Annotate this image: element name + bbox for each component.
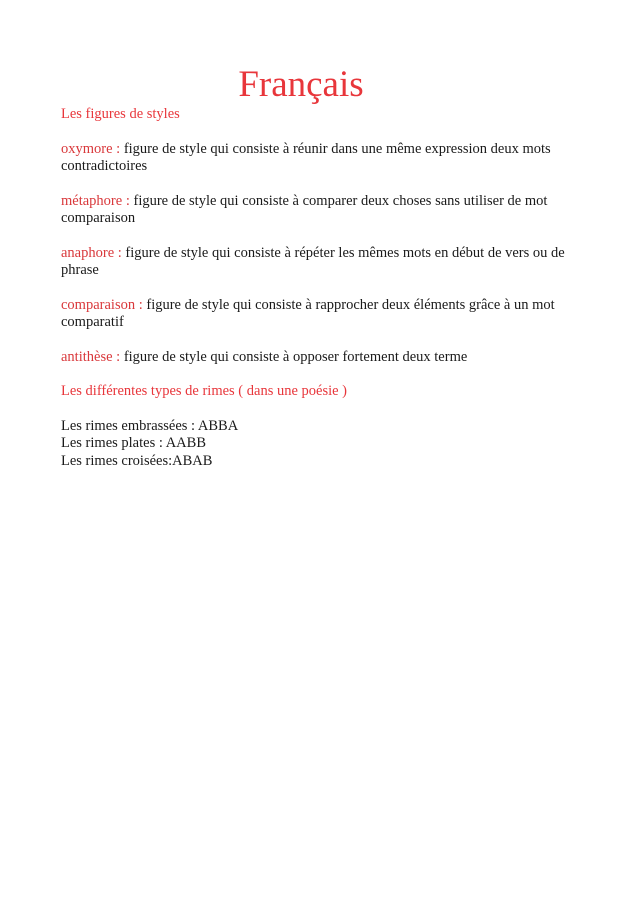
list-item: Les rimes croisées:ABAB bbox=[61, 452, 213, 469]
definition-metaphore bbox=[61, 193, 581, 228]
definition-text: figure de style qui consiste à comparer deux choses sans utiliser de mot comparaison bbox=[61, 192, 548, 226]
definition-term: oxymore : bbox=[61, 140, 121, 157]
list-item: Les rimes embrassées : ABBA bbox=[61, 417, 239, 434]
definition-term: comparaison : bbox=[61, 296, 143, 313]
definition-term: anaphore : bbox=[61, 244, 122, 261]
definition-term: métaphore : bbox=[61, 192, 130, 209]
section-heading-figures: Les figures de styles bbox=[61, 106, 180, 122]
definition-text: figure de style qui consiste à répéter les mêmes mots en début de vers ou de phrase bbox=[61, 244, 565, 278]
definition-comparaison bbox=[61, 297, 581, 332]
document-body bbox=[61, 106, 581, 470]
definition-oxymore bbox=[61, 141, 581, 176]
definition-text: figure de style qui consiste à réunir dans une même expression deux mots contradictoires bbox=[61, 140, 551, 174]
definition-text: figure de style qui consiste à rapprocher deux éléments grâce à un mot comparatif bbox=[61, 296, 555, 330]
definition-term: antithèse : bbox=[61, 348, 121, 365]
definition-antithese bbox=[61, 349, 581, 367]
definition-anaphore bbox=[61, 245, 581, 280]
page-title: Français bbox=[238, 64, 364, 105]
section-heading-rimes: Les différentes types de rimes ( dans une poésie ) bbox=[61, 383, 348, 399]
list-item: Les rimes plates : AABB bbox=[61, 435, 206, 451]
rhyme-list bbox=[61, 418, 581, 471]
definition-text: figure de style qui consiste à opposer fortement deux terme bbox=[120, 348, 468, 365]
